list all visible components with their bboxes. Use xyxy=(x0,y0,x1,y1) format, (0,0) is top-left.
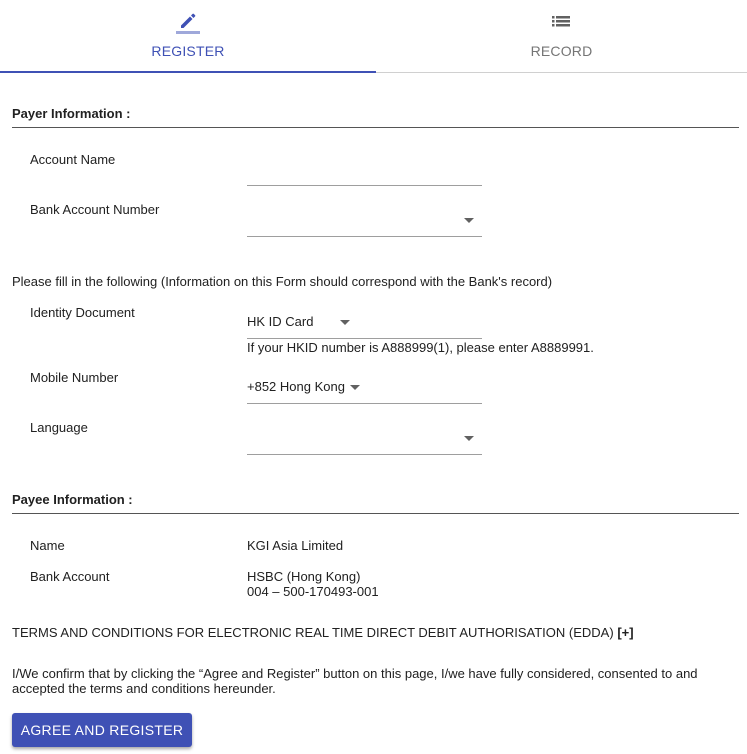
chevron-down-icon[interactable] xyxy=(350,385,360,390)
mobile-country-select[interactable]: +852 Hong Kong xyxy=(247,379,345,394)
identity-document-label: Identity Document xyxy=(30,305,135,320)
bank-account-number-underline xyxy=(247,236,482,237)
chevron-down-icon[interactable] xyxy=(340,320,350,325)
terms-title: TERMS AND CONDITIONS FOR ELECTRONIC REAL TIME DIRECT DEBIT AUTHORISATION (EDDA) xyxy=(12,625,614,640)
terms-expand-toggle[interactable]: [+] xyxy=(617,625,634,640)
account-name-input[interactable] xyxy=(247,162,482,182)
bank-account-number-select[interactable] xyxy=(247,212,482,232)
language-underline xyxy=(247,454,482,455)
hkid-hint: If your HKID number is A888999(1), please enter A8889991. xyxy=(247,340,594,355)
language-label: Language xyxy=(30,420,88,435)
tab-register-label: REGISTER xyxy=(151,43,225,59)
identity-document-select[interactable]: HK ID Card xyxy=(247,314,314,329)
bank-account-number-label: Bank Account Number xyxy=(30,202,160,217)
list-icon xyxy=(549,8,575,34)
chevron-down-icon[interactable] xyxy=(464,436,474,441)
payer-section-title: Payer Information : xyxy=(12,106,131,121)
account-name-underline xyxy=(247,185,482,186)
language-select[interactable] xyxy=(247,430,482,450)
payee-bank-account-label: Bank Account xyxy=(30,569,110,584)
mobile-number-label: Mobile Number xyxy=(30,370,119,385)
payee-section-divider xyxy=(12,513,739,514)
payee-section-title: Payee Information : xyxy=(12,492,133,507)
pencil-icon xyxy=(175,8,201,34)
mobile-number-underline xyxy=(247,403,482,404)
confirm-text: I/We confirm that by clicking the “Agree and Register” button on this page, I/we have fully considered, consented to and accepted the terms and conditions hereunder. xyxy=(12,666,698,696)
tab-record[interactable] xyxy=(376,0,747,71)
agree-and-register-button[interactable]: AGREE AND REGISTER xyxy=(12,713,192,747)
active-tab-indicator xyxy=(0,71,376,73)
tab-register[interactable] xyxy=(0,0,376,71)
payer-section-divider xyxy=(12,127,739,128)
payee-bank-number: 004 – 500-170493-001 xyxy=(247,584,379,599)
account-name-label: Account Name xyxy=(30,152,116,167)
form-instruction: Please fill in the following (Information on this Form should correspond with the Bank's record) xyxy=(12,274,553,289)
tab-record-label: RECORD xyxy=(530,43,593,59)
payee-name-value: KGI Asia Limited xyxy=(247,538,344,553)
chevron-down-icon[interactable] xyxy=(464,218,474,223)
payee-name-label: Name xyxy=(30,538,65,553)
tab-bar xyxy=(0,0,747,73)
payee-bank-name: HSBC (Hong Kong) xyxy=(247,569,361,584)
identity-document-underline xyxy=(247,338,482,339)
terms-heading xyxy=(12,625,634,640)
